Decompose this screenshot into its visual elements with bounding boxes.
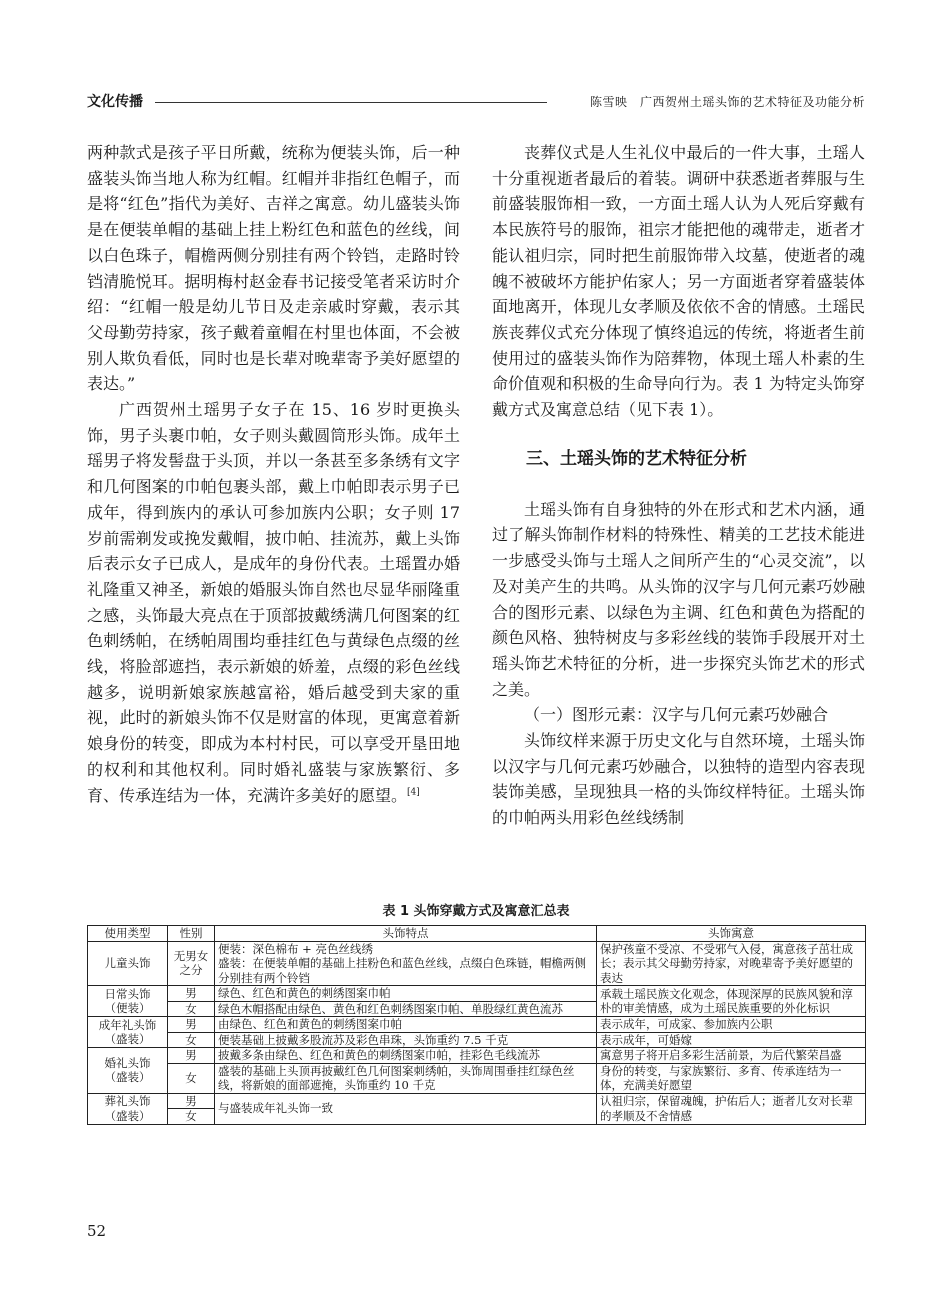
paragraph: 丧葬仪式是人生礼仪中最后的一件大事，土瑶人十分重视逝者最后的着装。调研中获悉逝者葬服与生前盛装服饰相一致，一方面土瑶人认为人死后穿戴有本民族符号的服饰，祖宗才能把他的魂带走，逝者才能认祖归宗，同时把生前服饰带入坟墓，使逝者的魂魄不被破坏方能护佑家人；另一方面逝者穿着盛装体面地离开，体现儿女孝顺及依依不舍的情感。土瑶民族丧葬仪式充分体现了慎终追远的传统，将逝者生前使用过的盛装头饰作为陪葬物，体现土瑶人朴素的生命价值观和积极的生命导向行为。表 1 为特定头饰穿戴方式及寓意总结（见下表 1）。 [492,143,865,420]
gender-cell: 无男女之分 [168,941,215,986]
table-row [88,1093,866,1109]
feature-cell: 与盛装成年礼头饰一致 [215,1093,597,1124]
right-column [492,140,865,831]
paragraph [87,397,460,808]
table-row [88,941,866,986]
section-heading: 三、土瑶头饰的艺术特征分析 [526,448,747,469]
feature-cell: 绿色木帽搭配由绿色、黄色和红色刺绣图案巾帕、单股绿红黄色流苏 [215,1001,597,1017]
gender-cell: 男 [168,1093,215,1109]
header-cell: 使用类型 [88,926,168,942]
running-title: 陈雪映 广西贺州土瑶头饰的艺术特征及功能分析 [589,95,865,109]
table-header-row [88,926,866,942]
meaning-cell: 表示成年，可婚嫁 [597,1032,866,1048]
type-cell: 婚礼头饰 （盛装） [88,1048,168,1094]
meaning-cell: 认祖归宗，保留魂魄，护佑后人；逝者儿女对长辈的孝顺及不舍情感 [597,1093,866,1124]
type-cell: 成年礼头饰 （盛装） [88,1017,168,1048]
table-row [88,1048,866,1064]
gender-cell: 女 [168,1109,215,1125]
type-cell: 葬礼头饰 （盛装） [88,1093,168,1124]
paragraph-text: 广西贺州土瑶男子女子在 15、16 岁时更换头饰，男子头裹巾帕，女子则头戴圆筒形头饰。成年土瑶男子将发髻盘于头顶，并以一条甚至多条绣有文字和几何图案的巾帕包裹头部，戴上巾帕即表示男子已成年，得到族内的承认可参加族内公职；女子则 17 岁前需剃发或挽发戴帽，披巾帕、挂流苏，戴上头饰后表示女子已成人，是成年的身份代表。土瑶置办婚礼隆重又神圣，新娘的婚服头饰自然也尽显华丽隆重之感，头饰最大亮点在于顶部披戴绣满几何图案的红色刺绣帕，在绣帕周围均垂挂红色与黄绿色点缀的丝线，将脸部遮挡，表示新娘的娇羞，点缀的彩色丝线越多，说明新娘家族越富裕，婚后越受到夫家的重视，此时的新娘头饰不仅是财富的体现，更寓意着新娘身份的转变，即成为本村村民，可以享受开垦田地的权利和其他权利。同时婚礼盛装与家族繁衍、多育、传承连结为一体，充满许多美好的愿望。 [87,400,460,805]
meaning-cell: 承载土瑶民族文化观念，体现深厚的民族风貌和淳朴的审美情感，成为土瑶民族重要的外化标识 [597,986,866,1017]
meaning-cell: 寓意男子将开启多彩生活前景，为后代繁荣昌盛 [597,1048,866,1064]
feature-cell: 便装：深色棉布 + 亮色丝线绣 盛装：在便装单帽的基础上挂粉色和蓝色丝线，点缀白色珠链，帽檐两侧分别挂有两个铃铛 [215,941,597,986]
type-cell: 日常头饰 （便装） [88,986,168,1017]
summary-table [87,925,866,1125]
gender-cell: 女 [168,1032,215,1048]
feature-cell: 披戴多条由绿色、红色和黄色的刺绣图案巾帕，挂彩色毛线流苏 [215,1048,597,1064]
left-column [87,140,460,808]
citation-ref: [4] [407,787,420,798]
section-label: 文化传播 [87,94,143,110]
paragraph: 土瑶头饰有自身独特的外在形式和艺术内涵，通过了解头饰制作材料的特殊性、精美的工艺技术能进一步感受头饰与土瑶人之间所产生的“心灵交流”，以及对美产生的共鸣。从头饰的汉字与几何元素巧妙融合的图形元素、以绿色为主调、红色和黄色为搭配的颜色风格、独特树皮与多彩丝线的装饰手段展开对土瑶头饰艺术特征的分析，进一步探究头饰艺术的形式之美。 [492,499,865,699]
header-cell: 性别 [168,926,215,942]
table-row [88,1063,866,1093]
gender-cell: 男 [168,1017,215,1033]
header-cell: 头饰寓意 [597,926,866,942]
running-header [87,92,865,112]
gender-cell: 男 [168,986,215,1002]
page-number: 52 [87,1222,107,1240]
header-rule [155,102,547,103]
feature-cell: 绿色、红色和黄色的刺绣图案巾帕 [215,986,597,1002]
feature-cell: 便装基础上披戴多股流苏及彩色串珠，头饰重约 7.5 千克 [215,1032,597,1048]
type-cell: 儿童头饰 [88,941,168,986]
paragraph: 两种款式是孩子平日所戴，统称为便装头饰，后一种盛装头饰当地人称为红帽。红帽并非指红色帽子，而是将“红色”指代为美好、吉祥之寓意。幼儿盛装头饰是在便装单帽的基础上挂上粉红色和蓝色的丝线，间以白色珠子，帽檐两侧分别挂有两个铃铛，走路时铃铛清脆悦耳。据明梅村赵金春书记接受笔者采访时介绍：“红帽一般是幼儿节日及走亲戚时穿戴，表示其父母勤劳持家，孩子戴着童帽在村里也体面，不会被别人欺负看低，同时也是长辈对晚辈寄予美好愿望的表达。” [87,143,460,394]
gender-cell: 女 [168,1001,215,1017]
feature-cell: 由绿色、红色和黄色的刺绣图案巾帕 [215,1017,597,1033]
paragraph: 头饰纹样来源于历史文化与自然环境，土瑶头饰以汉字与几何元素巧妙融合，以独特的造型内容表现装饰美感，呈现独具一格的头饰纹样特征。土瑶头饰的巾帕两头用彩色丝线绣制 [492,731,865,828]
header-cell: 头饰特点 [215,926,597,942]
meaning-cell: 表示成年，可成家、参加族内公职 [597,1017,866,1033]
table-row [88,986,866,1002]
gender-cell: 女 [168,1063,215,1093]
gender-cell: 男 [168,1048,215,1064]
subsection-heading: （一）图形元素：汉字与几何元素巧妙融合 [524,705,829,725]
feature-cell: 盛装的基础上头顶再披戴红色几何图案刺绣帕，头饰周围垂挂红绿色丝线，将新娘的面部遮掩，头饰重约 10 千克 [215,1063,597,1093]
meaning-cell: 身份的转变，与家族繁衍、多育、传承连结为一体，充满美好愿望 [597,1063,866,1093]
meaning-cell: 保护孩童不受凉、不受邪气入侵，寓意孩子茁壮成长；表示其父母勤劳持家，对晚辈寄予美好愿望的表达 [597,941,866,986]
table-row [88,1017,866,1033]
table-row [88,1032,866,1048]
table-caption: 表 1 头饰穿戴方式及寓意汇总表 [382,904,570,919]
